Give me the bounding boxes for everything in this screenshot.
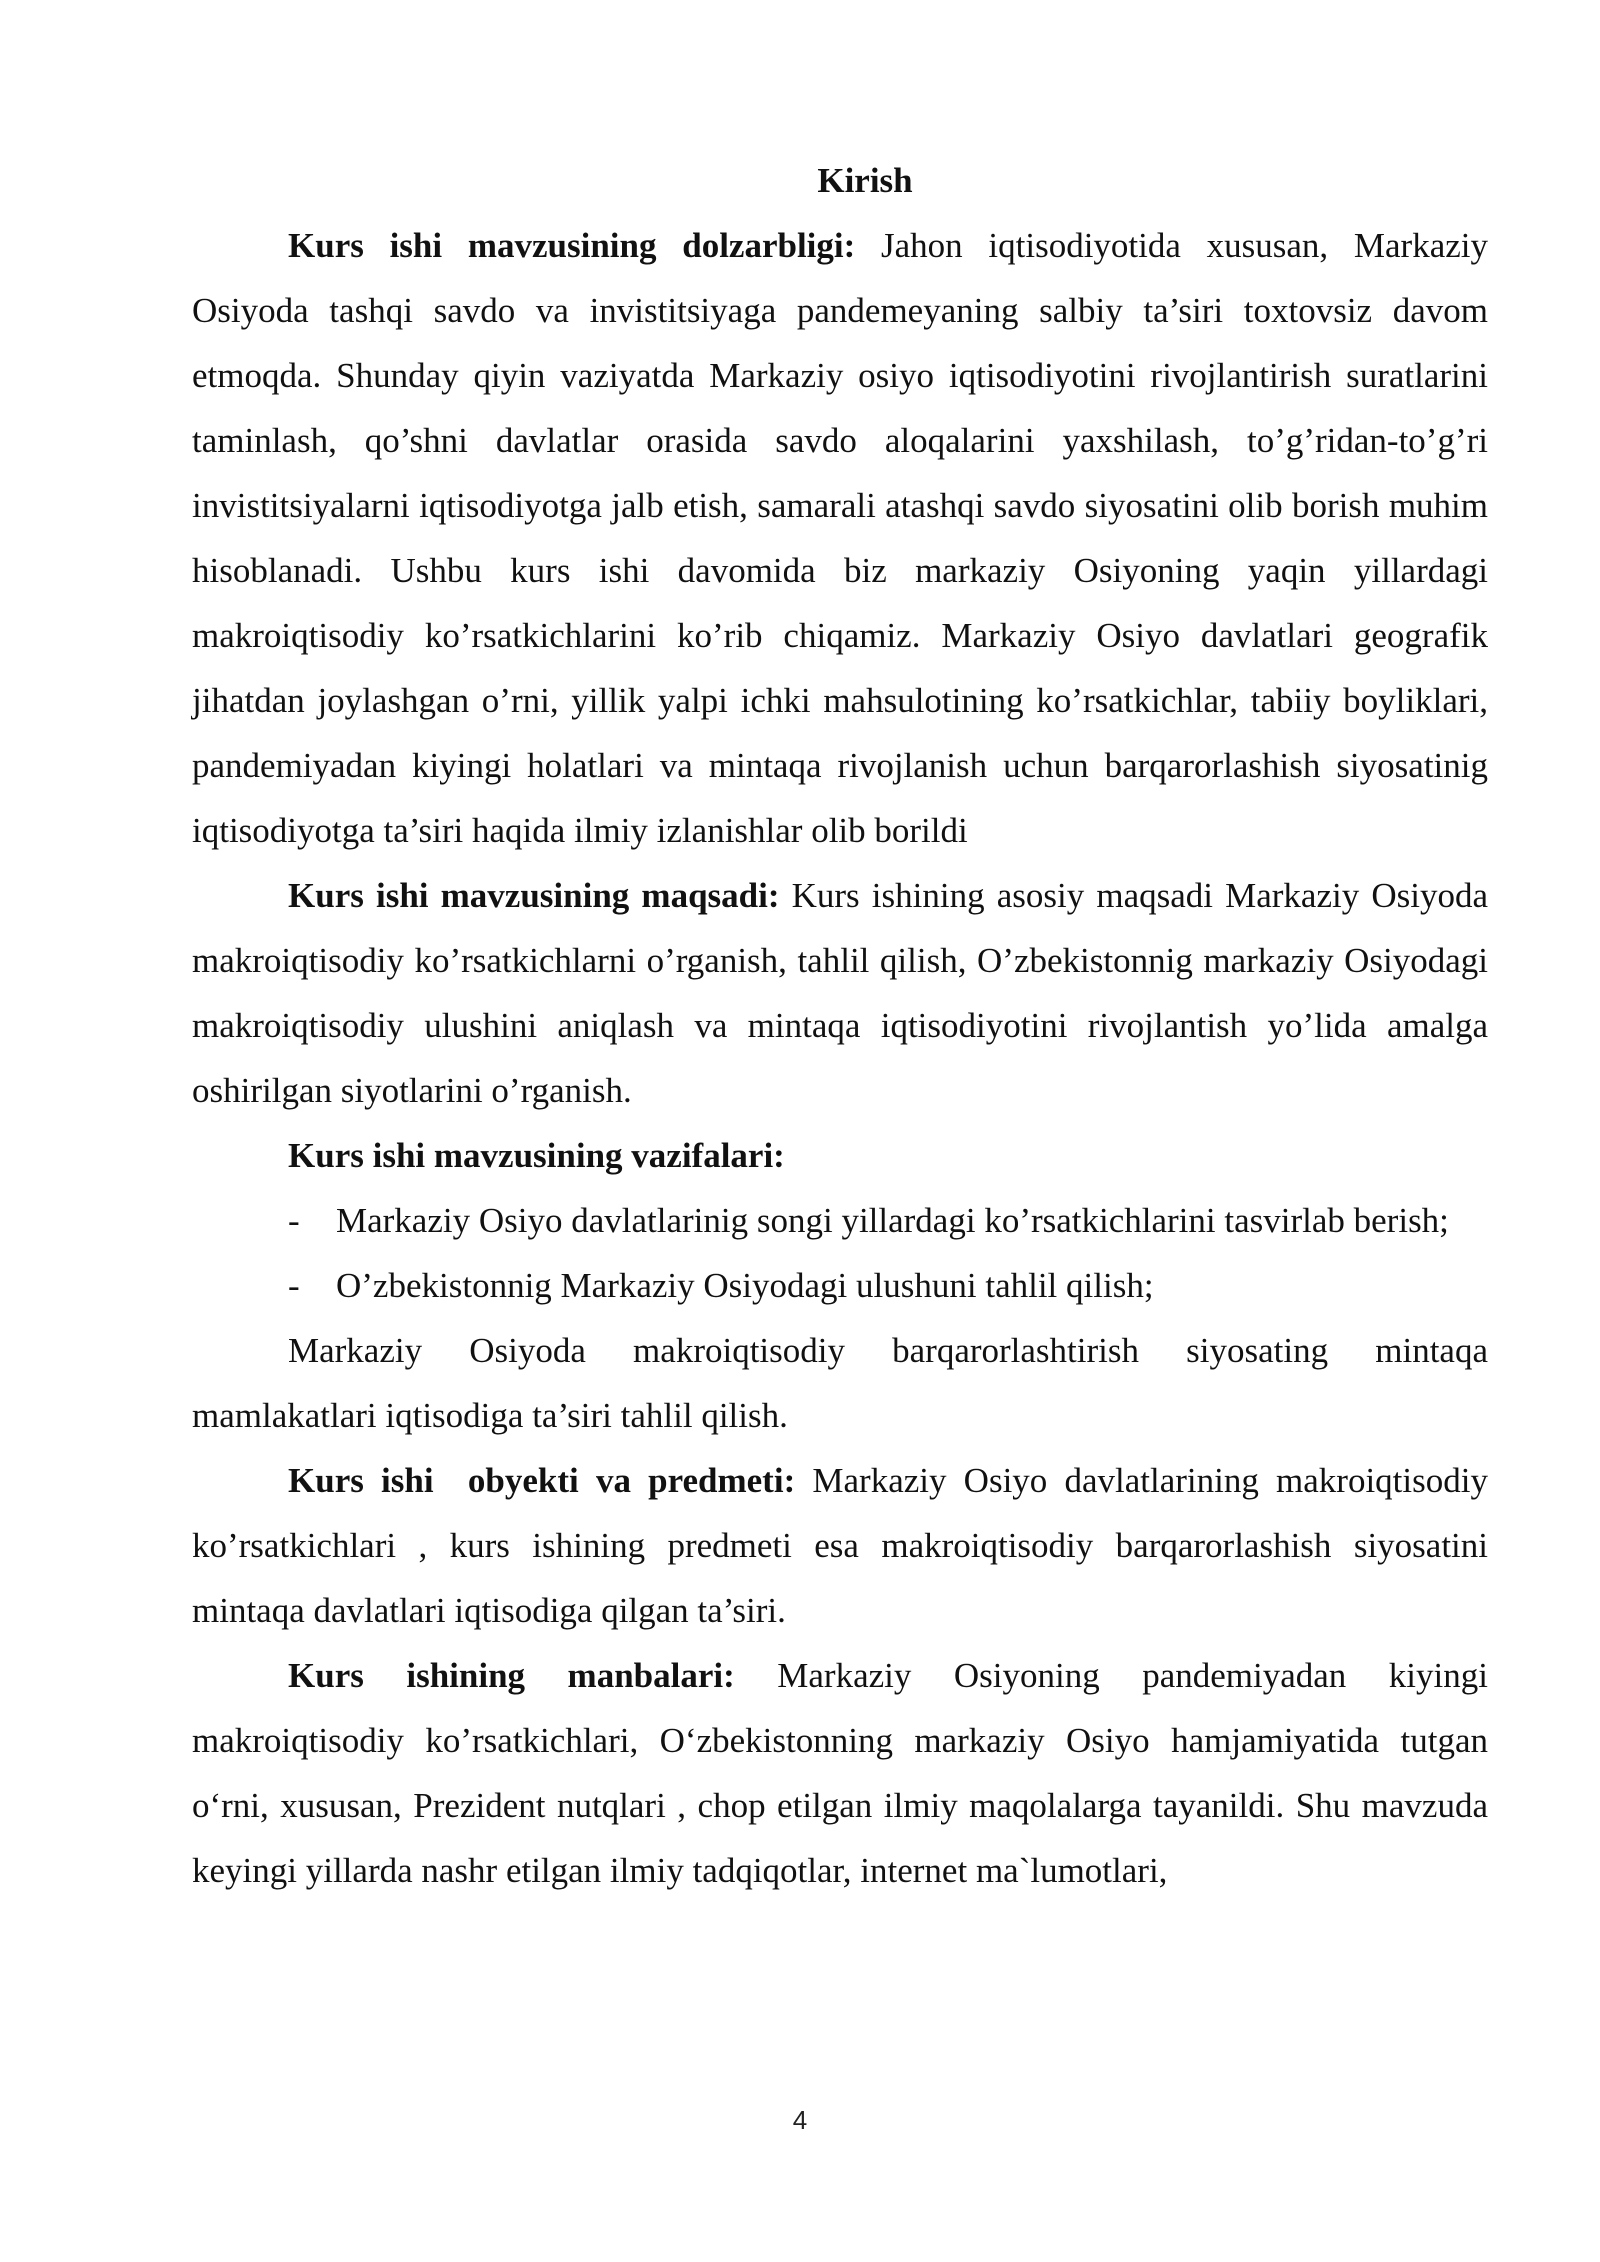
paragraph-text: Jahon iqtisodiyotida xususan, Markaziy Osiyoda tashqi savdo va invistitsiyaga pandemeyaning salbiy ta’siri toxtovsiz davom etmoqda. Shunday qiyin vaziyatda Markaziy osiyo iqtisodiyotini rivojlantirish suratlarini taminlash, qo’shni davlatlar orasida savdo aloqalarini yaxshilash, to’g’ridan-to’g’ri invistitsiyalarni iqtisodiyotga jalb etish, samarali atashqi savdo siyosatini olib borish muhim hisoblanadi. Ushbu kurs ishi davomida biz markaziy Osiyoning yaqin yillardagi makroiqtisodiy ko’rsatkichlarini ko’rib chiqamiz. Markaziy Osiyo davlatlari geografik jihatdan joylashgan o’rni, yillik yalpi ichki mahsulotining ko’rsatkichlar, tabiiy boyliklari, pandemiyadan kiyingi holatlari va mintaqa rivojlanish uchun barqarorlashish siyosatinig iqtisodiyotga ta’siri haqida ilmiy izlanishlar olib borildi [192,226,1488,850]
list-item-text: O’zbekistonnig Markaziy Osiyodagi ulushuni tahlil qilish; [336,1266,1154,1305]
list-dash: - [288,1201,300,1240]
list-dash: - [288,1266,300,1305]
paragraph-heading: Kurs ishining manbalari: [288,1656,735,1695]
list-item-text: Markaziy Osiyo davlatlarinig songi yillardagi ko’rsatkichlarini tasvirlab berish; [336,1201,1449,1240]
list-item [192,1188,1488,1253]
paragraph-stabilization [192,1318,1488,1448]
page-content [192,148,1488,1903]
page-title: Kirish [817,161,913,200]
paragraph-object-subject [192,1448,1488,1643]
paragraph-text: Markaziy Osiyo davlatlarining makroiqtisodiy ko’rsatkichlari , kurs ishining predmeti esa makroiqtisodiy barqarorlashish siyosatini mintaqa davlatlari iqtisodiga qilgan ta’siri. [192,1461,1488,1630]
paragraph-tasks-heading [192,1123,1488,1188]
paragraph-text: Markaziy Osiyoning pandemiyadan kiyingi makroiqtisodiy ko’rsatkichlari, O‘zbekistonning markaziy Osiyo hamjamiyatida tutgan o‘rni, xususan, Prezident nutqlari , chop etilgan ilmiy maqolalarga tayanildi. Shu mavzuda keyingi yillarda nashr etilgan ilmiy tadqiqotlar, internet ma`lumotlari, [192,1656,1488,1890]
paragraph-heading: Kurs ishi obyekti va predmeti: [288,1461,796,1500]
page-number: 4 [792,2105,808,2135]
paragraph-relevance [192,213,1488,863]
paragraph-text: Kurs ishining asosiy maqsadi Markaziy Osiyoda makroiqtisodiy ko’rsatkichlarni o’rganish, tahlil qilish, O’zbekistonnig markaziy Osiyodagi makroiqtisodiy ulushini aniqlash va mintaqa iqtisodiyotini rivojlantish yo’lida amalga oshirilgan siyotlarini o’rganish. [192,876,1488,1110]
paragraph-heading: Kurs ishi mavzusining maqsadi: [288,876,780,915]
paragraph-heading: Kurs ishi mavzusining dolzarbligi: [288,226,856,265]
paragraph-text: Markaziy Osiyoda makroiqtisodiy barqarorlashtirish siyosating mintaqa mamlakatlari iqtisodiga ta’siri tahlil qilish. [192,1331,1488,1435]
paragraph-heading: Kurs ishi mavzusining vazifalari: [288,1136,785,1175]
paragraph-goal [192,863,1488,1123]
paragraph-sources [192,1643,1488,1903]
tasks-list [192,1188,1488,1318]
list-item [192,1253,1488,1318]
